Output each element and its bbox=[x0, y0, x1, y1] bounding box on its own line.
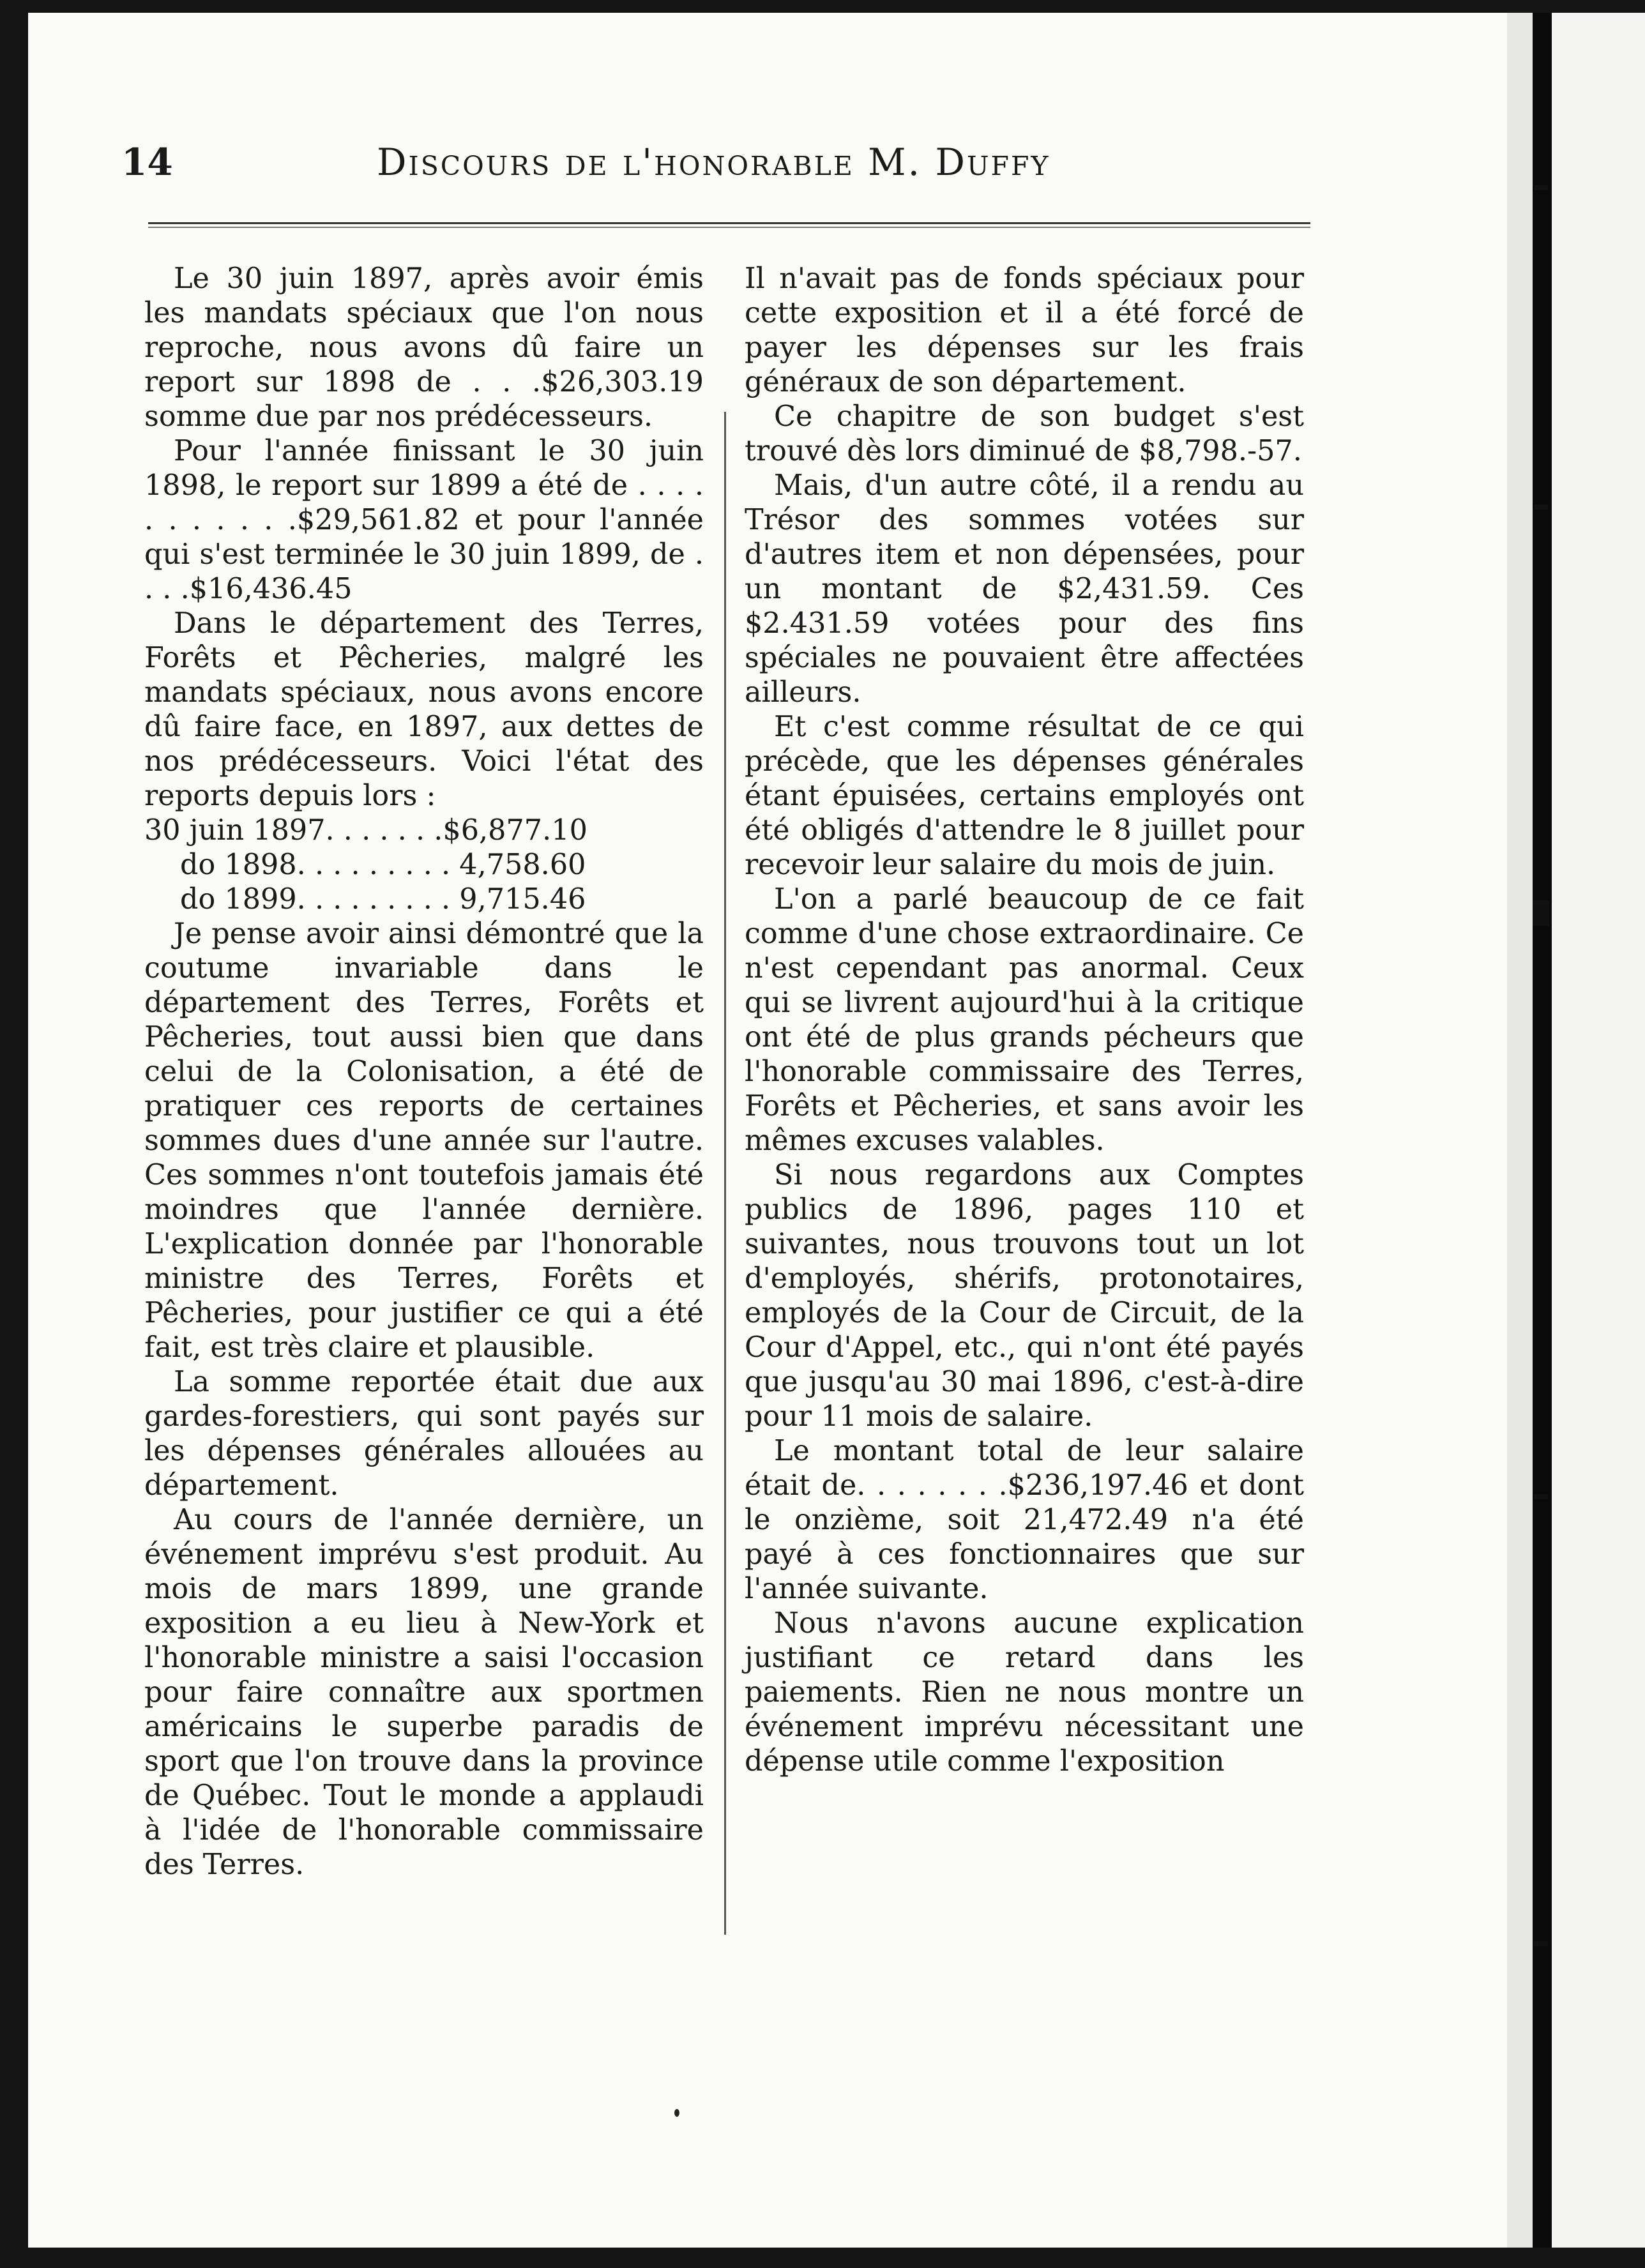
paragraph: Pour l'année finissant le 30 juin 1898, le report sur 1899 a été de . . . . . . . . . . .$29,561.82 et pour l'année qui s'est terminée le 30 juin 1899, de . . . .$16,436.45 bbox=[144, 435, 704, 605]
paragraph: Le 30 juin 1897, après avoir émis les mandats spéciaux que l'on nous reproche, nous avons dû faire un report sur 1898 de . . .$26,303.19 somme due par nos prédécesseurs. bbox=[144, 262, 704, 433]
paragraph: Mais, d'un autre côté, il a rendu au Trésor des sommes votées sur d'autres item et non dépensées, pour un montant de $2,431.59. Ces $2.431.59 votées pour des fins spéciales ne pouvaient être affectées ailleurs. bbox=[745, 469, 1304, 709]
paragraph: Ce chapitre de son budget s'est trouvé dès lors diminué de $8,798.-57. bbox=[745, 400, 1304, 467]
scan-edge-paper bbox=[1552, 13, 1645, 2248]
paragraph: Le montant total de leur salaire était de. . . . . . . .$236,197.46 et dont le onzième, soit 21,472.49 n'a été payé à ces fonctionnaires que sur l'année suivante. bbox=[745, 1435, 1304, 1605]
paragraph: L'on a parlé beaucoup de ce fait comme d'une chose extraordinaire. Ce n'est cependant pas anormal. Ceux qui se livrent aujourd'hui à la critique ont été de plus grands pécheurs que l'honorable commissaire des Terres, Forêts et Pêcheries, et sans avoir les mêmes excuses valables. bbox=[745, 883, 1304, 1157]
paragraph: Au cours de l'année dernière, un événement imprévu s'est produit. Au mois de mars 1899, une grande exposition a eu lieu à New-York et l'honorable ministre a saisi l'occasion pour faire connaître aux sportmen américains le superbe paradis de sport que l'on trouve dans la province de Québec. Tout le monde a applaudi à l'idée de l'honorable commissaire des Terres. bbox=[144, 1504, 704, 1881]
page-number: 14 bbox=[121, 140, 173, 184]
report-row: do 1898. . . . . . . . . 4,758.60 bbox=[180, 849, 586, 881]
report-row: 30 juin 1897. . . . . . .$6,877.10 bbox=[144, 814, 588, 847]
paragraph: La somme reportée était due aux gardes-forestiers, qui sont payés sur les dépenses générales allouées au département. bbox=[144, 1366, 704, 1502]
paragraph: Je pense avoir ainsi démontré que la coutume invariable dans le département des Terres, Forêts et Pêcheries, tout aussi bien que dans celui de la Colonisation, a été de pratiquer ces reports de certaines sommes dues d'une année sur l'autre. Ces sommes n'ont toutefois jamais été moindres que l'année dernière. L'explication donnée par l'honorable ministre des Terres, Forêts et Pêcheries, pour justifier ce qui a été fait, est très claire et plausible. bbox=[144, 918, 704, 1364]
paragraph: Il n'avait pas de fonds spéciaux pour cette exposition et il a été forcé de payer les dépenses sur les frais généraux de son département. bbox=[745, 262, 1304, 398]
paragraph: Et c'est comme résultat de ce qui précède, que les dépenses générales étant épuisées, certains employés ont été obligés d'attendre le 8 juillet pour recevoir leur salaire du mois de juin. bbox=[745, 711, 1304, 881]
page-header bbox=[115, 140, 1315, 198]
binding-mark bbox=[1534, 504, 1548, 510]
report-row: do 1899. . . . . . . . . 9,715.46 bbox=[180, 883, 586, 916]
paragraph: Si nous regardons aux Comptes publics de 1896, pages 110 et suivantes, nous trouvons tout un lot d'employés, shérifs, protonotaires, employés de la Cour de Circuit, de la Cour d'Appel, etc., qui n'ont été payés que jusqu'au 30 mai 1896, c'est-à-dire pour 11 mois de salaire. bbox=[745, 1159, 1304, 1433]
binding-mark bbox=[1533, 900, 1549, 926]
scan-edge-strip bbox=[1533, 13, 1645, 2248]
binding-mark bbox=[1534, 1941, 1548, 1946]
header-rule bbox=[148, 222, 1310, 228]
facing-page-edge bbox=[1507, 13, 1533, 2248]
binding-mark bbox=[1534, 185, 1548, 190]
right-column bbox=[745, 262, 1304, 1779]
ink-speck bbox=[674, 2109, 679, 2117]
binding-mark bbox=[1534, 1494, 1548, 1499]
column-divider bbox=[724, 412, 726, 1935]
paragraph: Nous n'avons aucune explication justifiant ce retard dans les paiements. Rien ne nous montre un événement imprévu nécessitant une dépense utile comme l'exposition bbox=[745, 1607, 1304, 1778]
running-title: Discours de l'honorable M. Duffy bbox=[377, 140, 1050, 184]
paragraph: Dans le département des Terres, Forêts et Pêcheries, malgré les mandats spéciaux, nous avons encore dû faire face, en 1897, aux dettes de nos prédécesseurs. Voici l'état des reports depuis lors : bbox=[144, 607, 704, 812]
left-column bbox=[144, 262, 704, 1882]
